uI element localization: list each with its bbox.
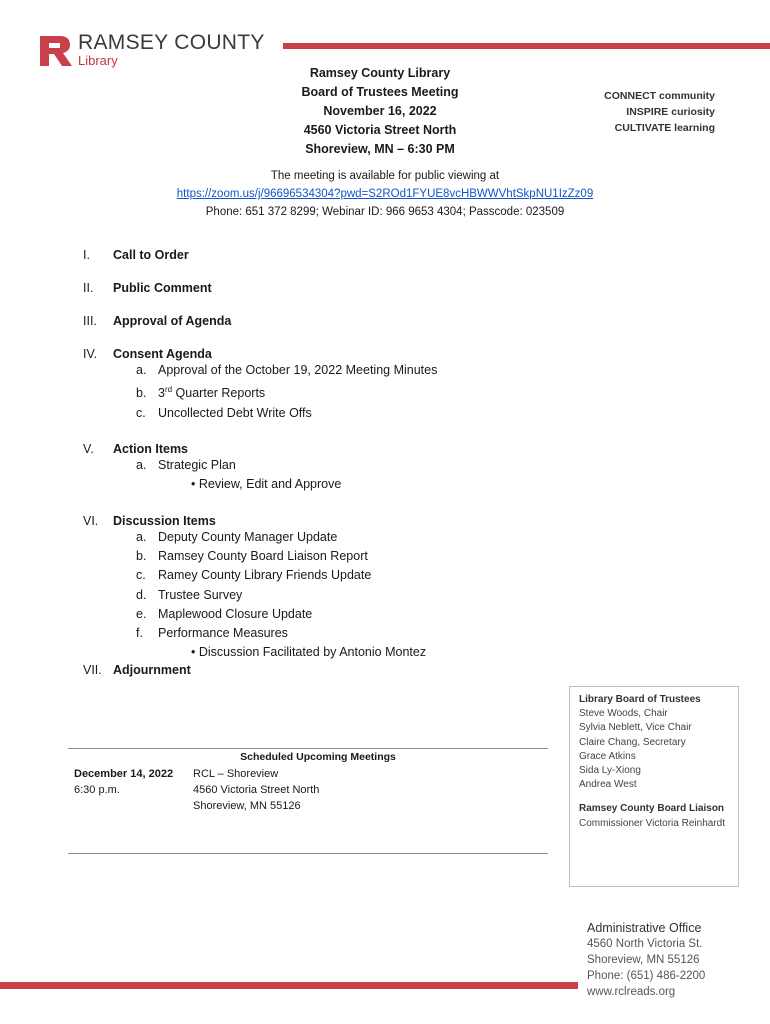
sub-item: d. Trustee Survey: [136, 587, 243, 602]
sub-item: b. Ramsey County Board Liaison Report: [136, 548, 368, 563]
bullet-icon: •: [191, 477, 196, 492]
liaison-title: Ramsey County Board Liaison: [579, 803, 725, 815]
tagline-line: CULTIVATE learning: [614, 122, 715, 134]
agenda-number: IV.: [83, 347, 98, 361]
trustee-member: Steve Woods, Chair: [579, 708, 668, 720]
admin-line: Shoreview, MN 55126: [587, 954, 700, 966]
bottom-rule: [0, 982, 578, 989]
agenda: [60, 248, 560, 677]
agenda-item: [60, 314, 560, 328]
sub-item: f. Performance Measures: [136, 626, 288, 641]
scheduled-time: 6:30 p.m.: [74, 784, 120, 796]
admin-line: 4560 North Victoria St.: [587, 938, 703, 950]
agenda-title: Discussion Items: [113, 513, 216, 528]
agenda-item: [60, 281, 560, 295]
agenda-title: Approval of Agenda: [113, 314, 232, 328]
tagline-line: INSPIRE curiosity: [626, 106, 715, 118]
agenda-title: Call to Order: [113, 248, 189, 262]
agenda-number: II.: [83, 281, 94, 295]
scheduled-date-cell: [74, 766, 173, 798]
trustees-box: [569, 686, 739, 887]
agenda-number: V.: [83, 442, 94, 457]
tagline: [560, 88, 715, 136]
top-rule: [283, 43, 770, 49]
agenda-title: Action Items: [113, 442, 189, 457]
bullet-icon: •: [191, 645, 196, 660]
logo-sub: Library: [78, 53, 118, 68]
trustee-member: Sylvia Neblett, Vice Chair: [579, 722, 692, 734]
tagline-line: CONNECT community: [604, 90, 715, 102]
sub-item: c. Ramey County Library Friends Update: [136, 568, 372, 583]
admin-title: Administrative Office: [587, 921, 702, 935]
place-line: Shoreview, MN 55126: [193, 800, 301, 812]
bullet-item: • Review, Edit and Approve: [191, 477, 342, 492]
logo-icon: [40, 36, 72, 66]
sub-item: e. Maplewood Closure Update: [136, 606, 313, 621]
heading-line: Board of Trustees Meeting: [301, 85, 459, 99]
sub-item: a. Strategic Plan: [136, 458, 236, 473]
meeting-intro: The meeting is available for public viewing at: [270, 170, 500, 182]
table-rule: [68, 748, 548, 749]
admin-line: Phone: (651) 486-2200: [587, 970, 706, 982]
admin-website: www.rclreads.org: [587, 986, 676, 998]
sub-item: b. 3rd Quarter Reports: [136, 385, 266, 401]
agenda-number: VI.: [83, 513, 99, 528]
heading-line: November 16, 2022: [323, 104, 437, 118]
sub-item: a. Approval of the October 19, 2022 Meeting Minutes: [136, 363, 438, 377]
agenda-number: VII.: [83, 662, 102, 677]
agenda-item: [60, 442, 560, 456]
bullet-item: • Discussion Facilitated by Antonio Montez: [191, 645, 427, 660]
trustee-member: Sida Ly-Xiong: [579, 765, 641, 777]
meeting-info: [80, 167, 690, 221]
agenda-item: [60, 663, 560, 677]
agenda-title: Adjournment: [113, 662, 191, 677]
scheduled-date: December 14, 2022: [74, 768, 174, 780]
trustee-member: Claire Chang, Secretary: [579, 736, 686, 748]
scheduled-title: Scheduled Upcoming Meetings: [240, 751, 396, 763]
agenda-title: Public Comment: [113, 281, 212, 295]
admin-office: [587, 920, 705, 1000]
place-line: RCL – Shoreview: [193, 768, 279, 780]
heading-line: 4560 Victoria Street North: [303, 123, 457, 137]
zoom-link[interactable]: https://zoom.us/j/96696534304?pwd=S2ROd1FYUE8vcHBWWVhtSkpNU1IzZz09: [176, 188, 594, 200]
meeting-heading: [280, 64, 480, 159]
heading-line: Ramsey County Library: [309, 66, 451, 80]
trustee-member: Grace Atkins: [579, 750, 636, 762]
meeting-phone: Phone: 651 372 8299; Webinar ID: 966 9653 4304; Passcode: 023509: [205, 206, 565, 218]
table-rule: [68, 853, 548, 854]
agenda-item: [60, 514, 560, 528]
agenda-title: Consent Agenda: [113, 347, 212, 361]
heading-line: Shoreview, MN – 6:30 PM: [305, 142, 455, 156]
sub-item: a. Deputy County Manager Update: [136, 529, 338, 544]
place-line: 4560 Victoria Street North: [193, 784, 320, 796]
agenda-number: I.: [83, 248, 90, 262]
sub-item: c. Uncollected Debt Write Offs: [136, 405, 312, 420]
scheduled-place-cell: [193, 766, 319, 814]
trustee-member: Andrea West: [579, 779, 637, 791]
agenda-item: [60, 248, 560, 262]
agenda-number: III.: [83, 314, 97, 328]
agenda-item: [60, 347, 560, 361]
logo-name: RAMSEY COUNTY: [78, 31, 265, 54]
liaison-name: Commissioner Victoria Reinhardt: [579, 817, 725, 829]
trustees-title: Library Board of Trustees: [579, 694, 701, 705]
